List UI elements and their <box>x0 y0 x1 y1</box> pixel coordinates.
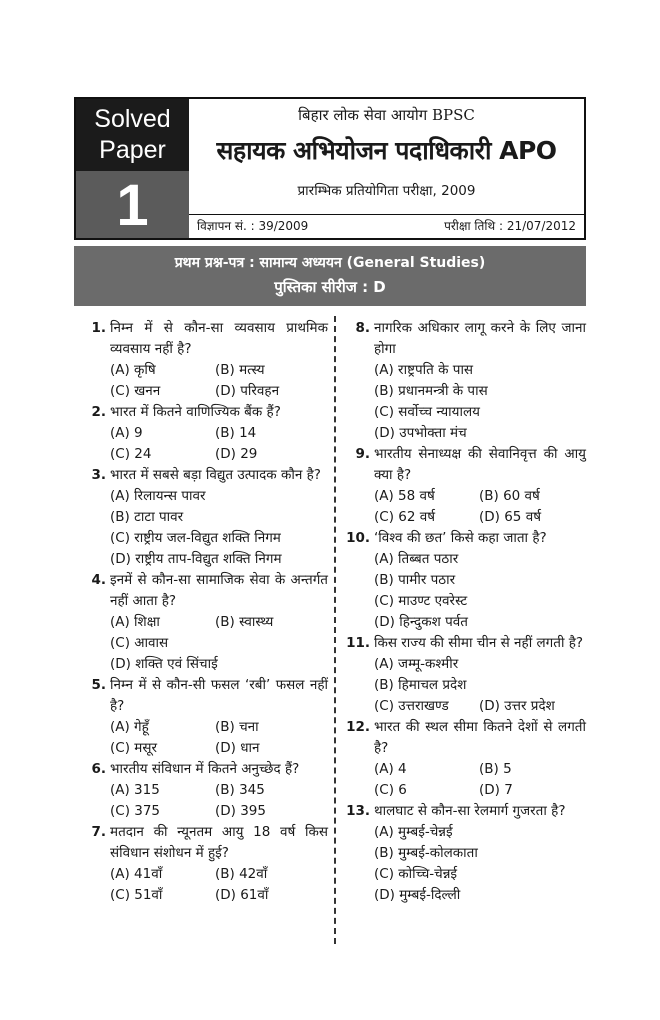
option-row <box>374 507 586 528</box>
option-row <box>110 864 328 885</box>
option: (A) राष्ट्रपति के पास <box>374 362 474 378</box>
option-list <box>340 759 586 801</box>
advt-number: विज्ञापन सं. : 39/2009 <box>197 219 309 233</box>
option: (B) स्वास्थ्य <box>215 614 274 630</box>
question-text: ‘विश्व की छत’ किसे कहा जाता है? <box>374 530 547 546</box>
question-stem <box>340 801 586 822</box>
option: (C) उत्तराखण्ड <box>374 698 449 714</box>
question-number: 2. <box>91 404 106 420</box>
question-number: 5. <box>91 677 106 693</box>
option: (D) धान <box>215 740 260 756</box>
option-list <box>80 864 328 906</box>
question-text: भारत में सबसे बड़ा विद्युत उत्पादक कौन है? <box>110 467 321 483</box>
option: (A) 315 <box>110 782 160 798</box>
question-stem <box>80 759 328 780</box>
question-item <box>340 318 586 444</box>
option: (B) 42वाँ <box>215 866 268 882</box>
option-row <box>110 885 328 906</box>
option: (D) हिन्दुकश पर्वत <box>374 614 468 630</box>
option: (C) माउण्ट एवरेस्ट <box>374 593 468 609</box>
option: (B) मुम्बई-कोलकाता <box>374 845 478 861</box>
option: (B) चना <box>215 719 259 735</box>
option: (B) मत्स्य <box>215 362 265 378</box>
question-text: नागरिक अधिकार लागू करने के लिए जाना होगा <box>374 320 586 357</box>
option: (D) 65 वर्ष <box>479 509 541 525</box>
option: (B) 345 <box>215 782 265 798</box>
paper-title: प्रथम प्रश्न-पत्र : सामान्य अध्ययन (General Studies) <box>174 255 486 271</box>
paper-band <box>74 246 586 306</box>
option: (C) 51वाँ <box>110 887 163 903</box>
option: (D) उत्तर प्रदेश <box>479 698 555 714</box>
option: (C) 375 <box>110 803 161 819</box>
question-item <box>80 675 328 759</box>
question-stem <box>80 318 328 360</box>
badge-word-paper: Paper <box>99 136 166 164</box>
commission-name: बिहार लोक सेवा आयोग BPSC <box>298 106 475 124</box>
option-row <box>110 360 328 381</box>
question-number: 11. <box>346 635 370 651</box>
option-row <box>110 801 328 822</box>
option-row <box>110 738 328 759</box>
question-stem <box>340 528 586 549</box>
option: (A) रिलायन्स पावर <box>110 488 206 504</box>
badge-word-solved: Solved <box>94 105 171 133</box>
question-text: किस राज्य की सीमा चीन से नहीं लगती है? <box>374 635 584 651</box>
option-list <box>80 780 328 822</box>
option: (B) 60 वर्ष <box>479 488 540 504</box>
question-number: 10. <box>346 530 370 546</box>
question-stem <box>340 717 586 759</box>
option-list <box>340 822 586 906</box>
questions-left-column <box>80 318 328 906</box>
option-row <box>110 381 328 402</box>
option: (B) 5 <box>479 761 512 777</box>
option: (A) 9 <box>110 425 143 441</box>
option: (C) कोच्चि-चेन्नई <box>374 866 458 882</box>
question-number: 6. <box>91 761 106 777</box>
question-stem <box>80 675 328 717</box>
question-number: 13. <box>346 803 370 819</box>
option: (D) शक्ति एवं सिंचाई <box>110 656 218 672</box>
option: (A) मुम्बई-चेन्नई <box>374 824 453 840</box>
option-list <box>80 360 328 402</box>
option-row <box>110 780 328 801</box>
solved-paper-badge <box>76 99 189 238</box>
question-item <box>80 570 328 675</box>
option: (A) 41वाँ <box>110 866 163 882</box>
question-item <box>340 528 586 633</box>
option-row <box>110 444 328 465</box>
option-row <box>374 696 586 717</box>
option: (A) गेहूँ <box>110 719 149 735</box>
question-text: निम्न में से कौन-सा व्यवसाय प्राथमिक व्यवसाय नहीं है? <box>110 320 328 357</box>
option: (A) तिब्बत पठार <box>374 551 459 567</box>
booklet-series: पुस्तिका सीरीज : D <box>274 278 386 296</box>
option: (D) परिवहन <box>215 383 280 399</box>
question-stem <box>340 444 586 486</box>
question-number: 9. <box>355 446 370 462</box>
option: (D) 395 <box>215 803 266 819</box>
question-number: 4. <box>91 572 106 588</box>
question-text: भारतीय सेनाध्यक्ष की सेवानिवृत्त की आयु क्या है? <box>374 446 586 483</box>
option: (A) शिक्षा <box>110 614 160 630</box>
option: (A) 4 <box>374 761 407 777</box>
question-item <box>340 633 586 717</box>
option: (B) पामीर पठार <box>374 572 456 588</box>
question-text: भारत में कितने वाणिज्यिक बैंक हैं? <box>110 404 281 420</box>
question-item <box>80 759 328 822</box>
option-row <box>110 717 328 738</box>
question-item <box>80 822 328 906</box>
header-title-block <box>189 99 584 238</box>
question-number: 3. <box>91 467 106 483</box>
question-stem <box>80 822 328 864</box>
question-item <box>340 801 586 906</box>
option-row <box>110 423 328 444</box>
option: (A) जम्मू-कश्मीर <box>374 656 459 672</box>
question-item <box>340 717 586 801</box>
option-list <box>80 486 328 570</box>
option: (B) हिमाचल प्रदेश <box>374 677 467 693</box>
option-list <box>80 423 328 465</box>
option: (C) सर्वोच्च न्यायालय <box>374 404 480 420</box>
post-title: सहायक अभियोजन पदाधिकारी APO <box>216 136 557 165</box>
option: (D) उपभोक्ता मंच <box>374 425 467 441</box>
option: (A) कृषि <box>110 362 156 378</box>
question-number: 8. <box>355 320 370 336</box>
option: (C) 6 <box>374 782 407 798</box>
option: (D) 61वाँ <box>215 887 269 903</box>
question-stem <box>80 402 328 423</box>
option: (C) 24 <box>110 446 152 462</box>
badge-number: 1 <box>116 173 149 238</box>
option: (A) 58 वर्ष <box>374 488 435 504</box>
option-list <box>340 654 586 717</box>
option-row <box>374 780 586 801</box>
option-row <box>374 759 586 780</box>
question-stem <box>340 318 586 360</box>
question-number: 1. <box>91 320 106 336</box>
option: (D) राष्ट्रीय ताप-विद्युत शक्ति निगम <box>110 551 282 567</box>
option: (C) आवास <box>110 635 169 651</box>
option-list <box>340 549 586 633</box>
question-stem <box>80 570 328 612</box>
question-text: इनमें से कौन-सा सामाजिक सेवा के अन्तर्गत नहीं आता है? <box>110 572 328 609</box>
option: (D) मुम्बई-दिल्ली <box>374 887 461 903</box>
option: (B) प्रधानमन्त्री के पास <box>374 383 488 399</box>
option-list <box>80 612 328 675</box>
exam-date: परीक्षा तिथि : 21/07/2012 <box>444 219 576 233</box>
question-text: थालघाट से कौन-सा रेलमार्ग गुजरता है? <box>374 803 566 819</box>
option: (D) 29 <box>215 446 258 462</box>
option: (B) 14 <box>215 425 257 441</box>
paper-header <box>74 97 586 240</box>
question-stem <box>80 465 328 486</box>
option-list <box>80 717 328 759</box>
question-text: मतदान की न्यूनतम आयु 18 वर्ष किस संविधान संशोधन में हुई? <box>110 824 328 861</box>
question-text: भारत की स्थल सीमा कितने देशों से लगती है? <box>374 719 586 756</box>
question-stem <box>340 633 586 654</box>
question-text: भारतीय संविधान में कितने अनुच्छेद हैं? <box>110 761 300 777</box>
question-item <box>80 465 328 570</box>
questions-right-column <box>340 318 586 906</box>
option: (C) 62 वर्ष <box>374 509 436 525</box>
option-list <box>340 360 586 444</box>
option-row <box>110 612 328 633</box>
option: (C) खनन <box>110 383 161 399</box>
exam-name: प्रारम्भिक प्रतियोगिता परीक्षा, 2009 <box>297 183 476 199</box>
question-item <box>340 444 586 528</box>
question-item <box>80 318 328 402</box>
question-number: 12. <box>346 719 370 735</box>
advt-strip <box>189 214 584 238</box>
option: (B) टाटा पावर <box>110 509 184 525</box>
question-text: निम्न में से कौन-सी फसल ‘रबी’ फसल नहीं है? <box>110 677 328 714</box>
column-divider <box>334 316 336 944</box>
question-item <box>80 402 328 465</box>
option-list <box>340 486 586 528</box>
option: (D) 7 <box>479 782 513 798</box>
option: (C) मसूर <box>110 740 157 756</box>
option: (C) राष्ट्रीय जल-विद्युत शक्ति निगम <box>110 530 281 546</box>
option-row <box>374 486 586 507</box>
question-number: 7. <box>91 824 106 840</box>
